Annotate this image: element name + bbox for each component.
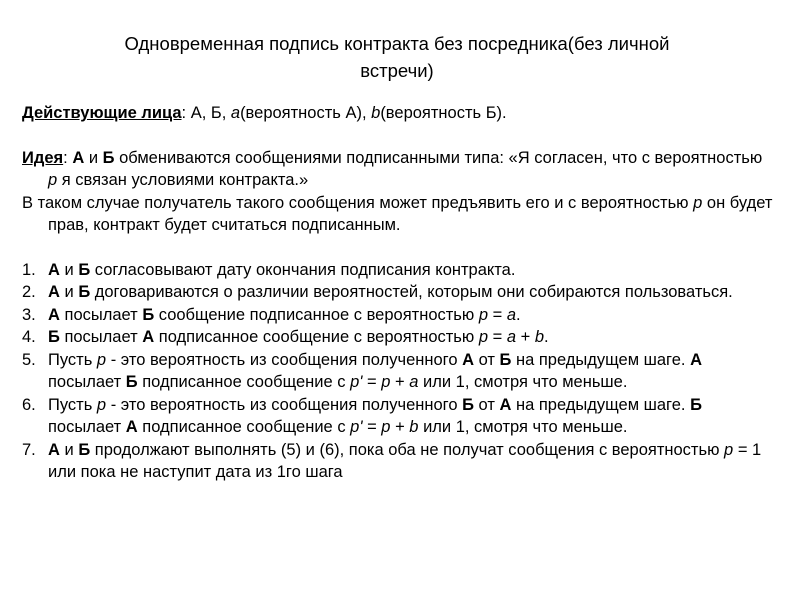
prob-b-symbol: b (371, 104, 381, 122)
actor-b: Б (210, 104, 222, 122)
idea-paragraph: Идея: А и Б обмениваются сообщениями подписанными типа: «Я согласен, что с вероятностью p я связан условиями контракта.» (22, 148, 763, 189)
actors-label: Действующие лица (22, 104, 182, 122)
prob-a-symbol: a (230, 104, 241, 122)
slide-title (40, 30, 754, 84)
list-item: 3. А посылает Б сообщение подписанное с вероятностью p = a. (22, 305, 521, 324)
list-item: 5. Пусть p - это вероятность из сообщения полученного А от Б на предыдущем шаге. А посылает Б подписанное сообщение с p' = p + a или 1, смотря что меньше. (22, 350, 702, 391)
list-item: 6. Пусть p - это вероятность из сообщения полученного Б от А на предыдущем шаге. Б посылает А подписанное сообщение с p' = p + b или 1, смотря что меньше. (22, 395, 702, 436)
title-line-2: встречи) (360, 60, 434, 81)
actor-a: А (190, 104, 202, 122)
actors-paragraph: Действующие лица: А, Б, a(вероятность А), b(вероятность Б). (22, 104, 507, 122)
list-item: 7. А и Б продолжают выполнять (5) и (6), пока оба не получат сообщения с вероятностью p = 1 или пока не наступит дата из 1го шага (22, 440, 762, 481)
list-item: 2. А и Б договариваются о различии вероятностей, которым они собираются пользоваться. (22, 283, 733, 301)
slide-body (22, 102, 774, 484)
title-line-1: Одновременная подпись контракта без посредника(без личной (124, 33, 670, 54)
list-item: 4. Б посылает А подписанное сообщение с вероятностью p = a + b. (22, 328, 549, 346)
list-item: 1. А и Б согласовывают дату окончания подписания контракта. (22, 260, 516, 279)
steps-list (22, 259, 774, 484)
case-paragraph: В таком случае получатель такого сообщения может предъявить его и с вероятностью p он будет прав, контракт будет считаться подписанным. (22, 193, 773, 234)
idea-label: Идея (22, 148, 64, 167)
